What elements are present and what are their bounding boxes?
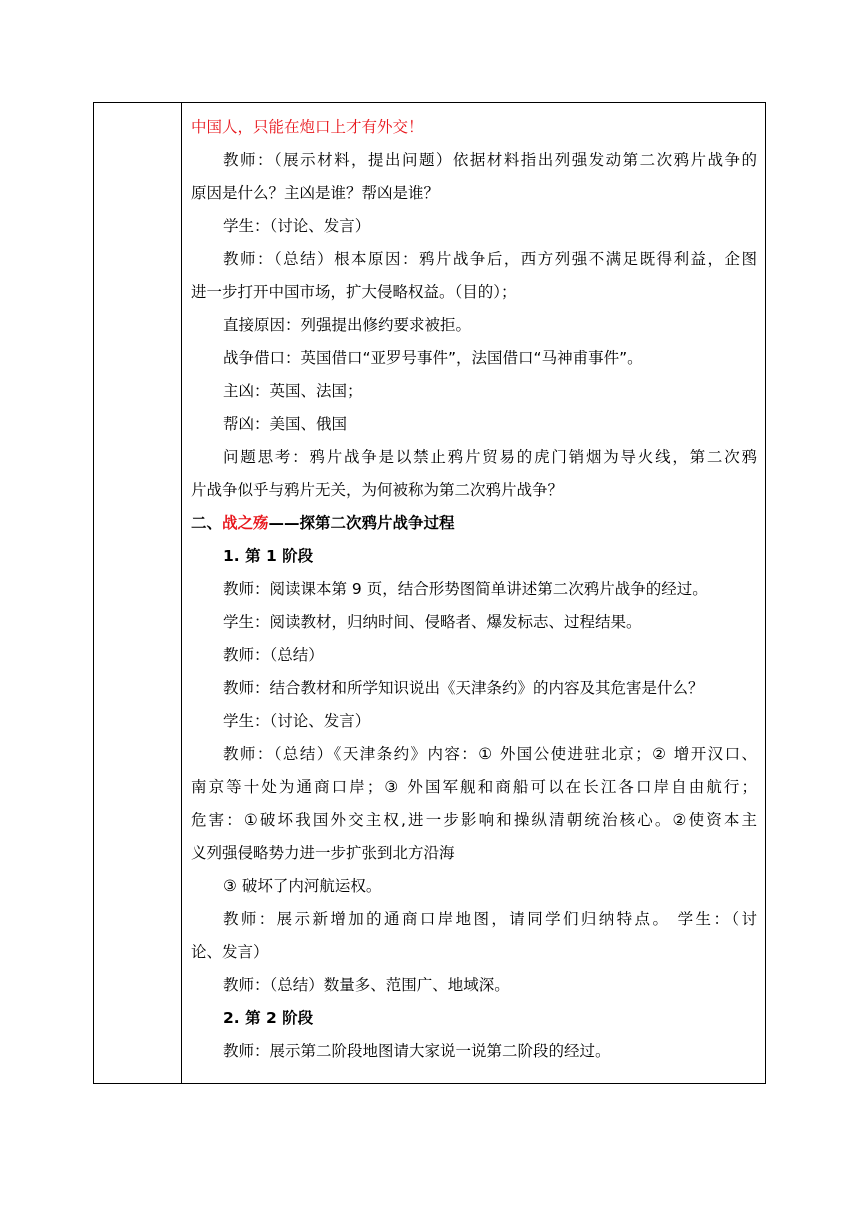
text-line: 片战争似乎与鸦片无关，为何被称为第二次鸦片战争？ [191,481,564,499]
text-line: 危害：①破坏我国外交主权,进一步影响和操纵清朝统治核心。②使资本主 [191,811,757,829]
text-line: 中国人，只能在炮口上才有外交！ [191,118,424,136]
text-line: 教师：展示第二阶段地图请大家说一说第二阶段的经过。 [223,1042,611,1060]
text-line: 论、发言） [191,943,269,961]
text-line: 直接原因：列强提出修约要求被拒。 [223,316,472,334]
text-line: 进一步打开中国市场，扩大侵略权益。（目的）； [191,283,517,301]
text-line: 教师：（总结）根本原因：鸦片战争后，西方列强不满足既得利益，企图 [223,250,757,268]
heading-prefix: 二、 [191,514,223,532]
text-line: 教师：（总结） [223,646,324,664]
text-line: 主凶：英国、法国； [223,382,363,400]
text-line: 教师：（展示材料，提出问题）依据材料指出列强发动第二次鸦片战争的 [223,151,757,169]
text-line: 教师：（总结）数量多、范围广、地域深。 [223,976,510,994]
text-line: 教师：展示新增加的通商口岸地图，请同学们归纳特点。 学生：（讨 [223,910,757,928]
text-line: 学生：（讨论、发言） [223,217,371,235]
text-line: 问题思考：鸦片战争是以禁止鸦片贸易的虎门销烟为导火线，第二次鸦 [223,448,757,466]
text-line: 教师：（总结）《天津条约》内容：① 外国公使进驻北京；② 增开汉口、 [223,745,757,763]
section-heading [191,507,757,540]
text-line: 教师：阅读课本第 9 页，结合形势图简单讲述第二次鸦片战争的经过。 [223,580,708,598]
lesson-table [93,102,766,1084]
text-line: 教师：结合教材和所学知识说出《天津条约》的内容及其危害是什么？ [223,679,704,697]
stage-heading: 1. 第 1 阶段 [223,547,314,565]
text-line: 战争借口：英国借口“亚罗号事件”，法国借口“马神甫事件”。 [223,349,643,367]
text-line: 义列强侵略势力进一步扩张到北方沿海 [191,844,455,862]
column-divider [181,103,182,1083]
heading-rest: ——探第二次鸦片战争过程 [268,514,455,532]
stage-heading: 2. 第 2 阶段 [223,1009,314,1027]
text-line: 学生：阅读教材，归纳时间、侵略者、爆发标志、过程结果。 [223,613,642,631]
lesson-content [191,111,757,1068]
left-column-cell [94,103,181,1083]
text-line: 帮凶：美国、俄国 [223,415,348,433]
heading-red-text: 战之殇 [222,514,269,532]
text-line: ③ 破坏了内河航运权。 [223,877,382,895]
text-line: 原因是什么？主凶是谁？帮凶是谁？ [191,184,440,202]
text-line: 南京等十处为通商口岸；③ 外国军舰和商船可以在长江各口岸自由航行； [191,778,757,796]
text-line: 学生：（讨论、发言） [223,712,371,730]
